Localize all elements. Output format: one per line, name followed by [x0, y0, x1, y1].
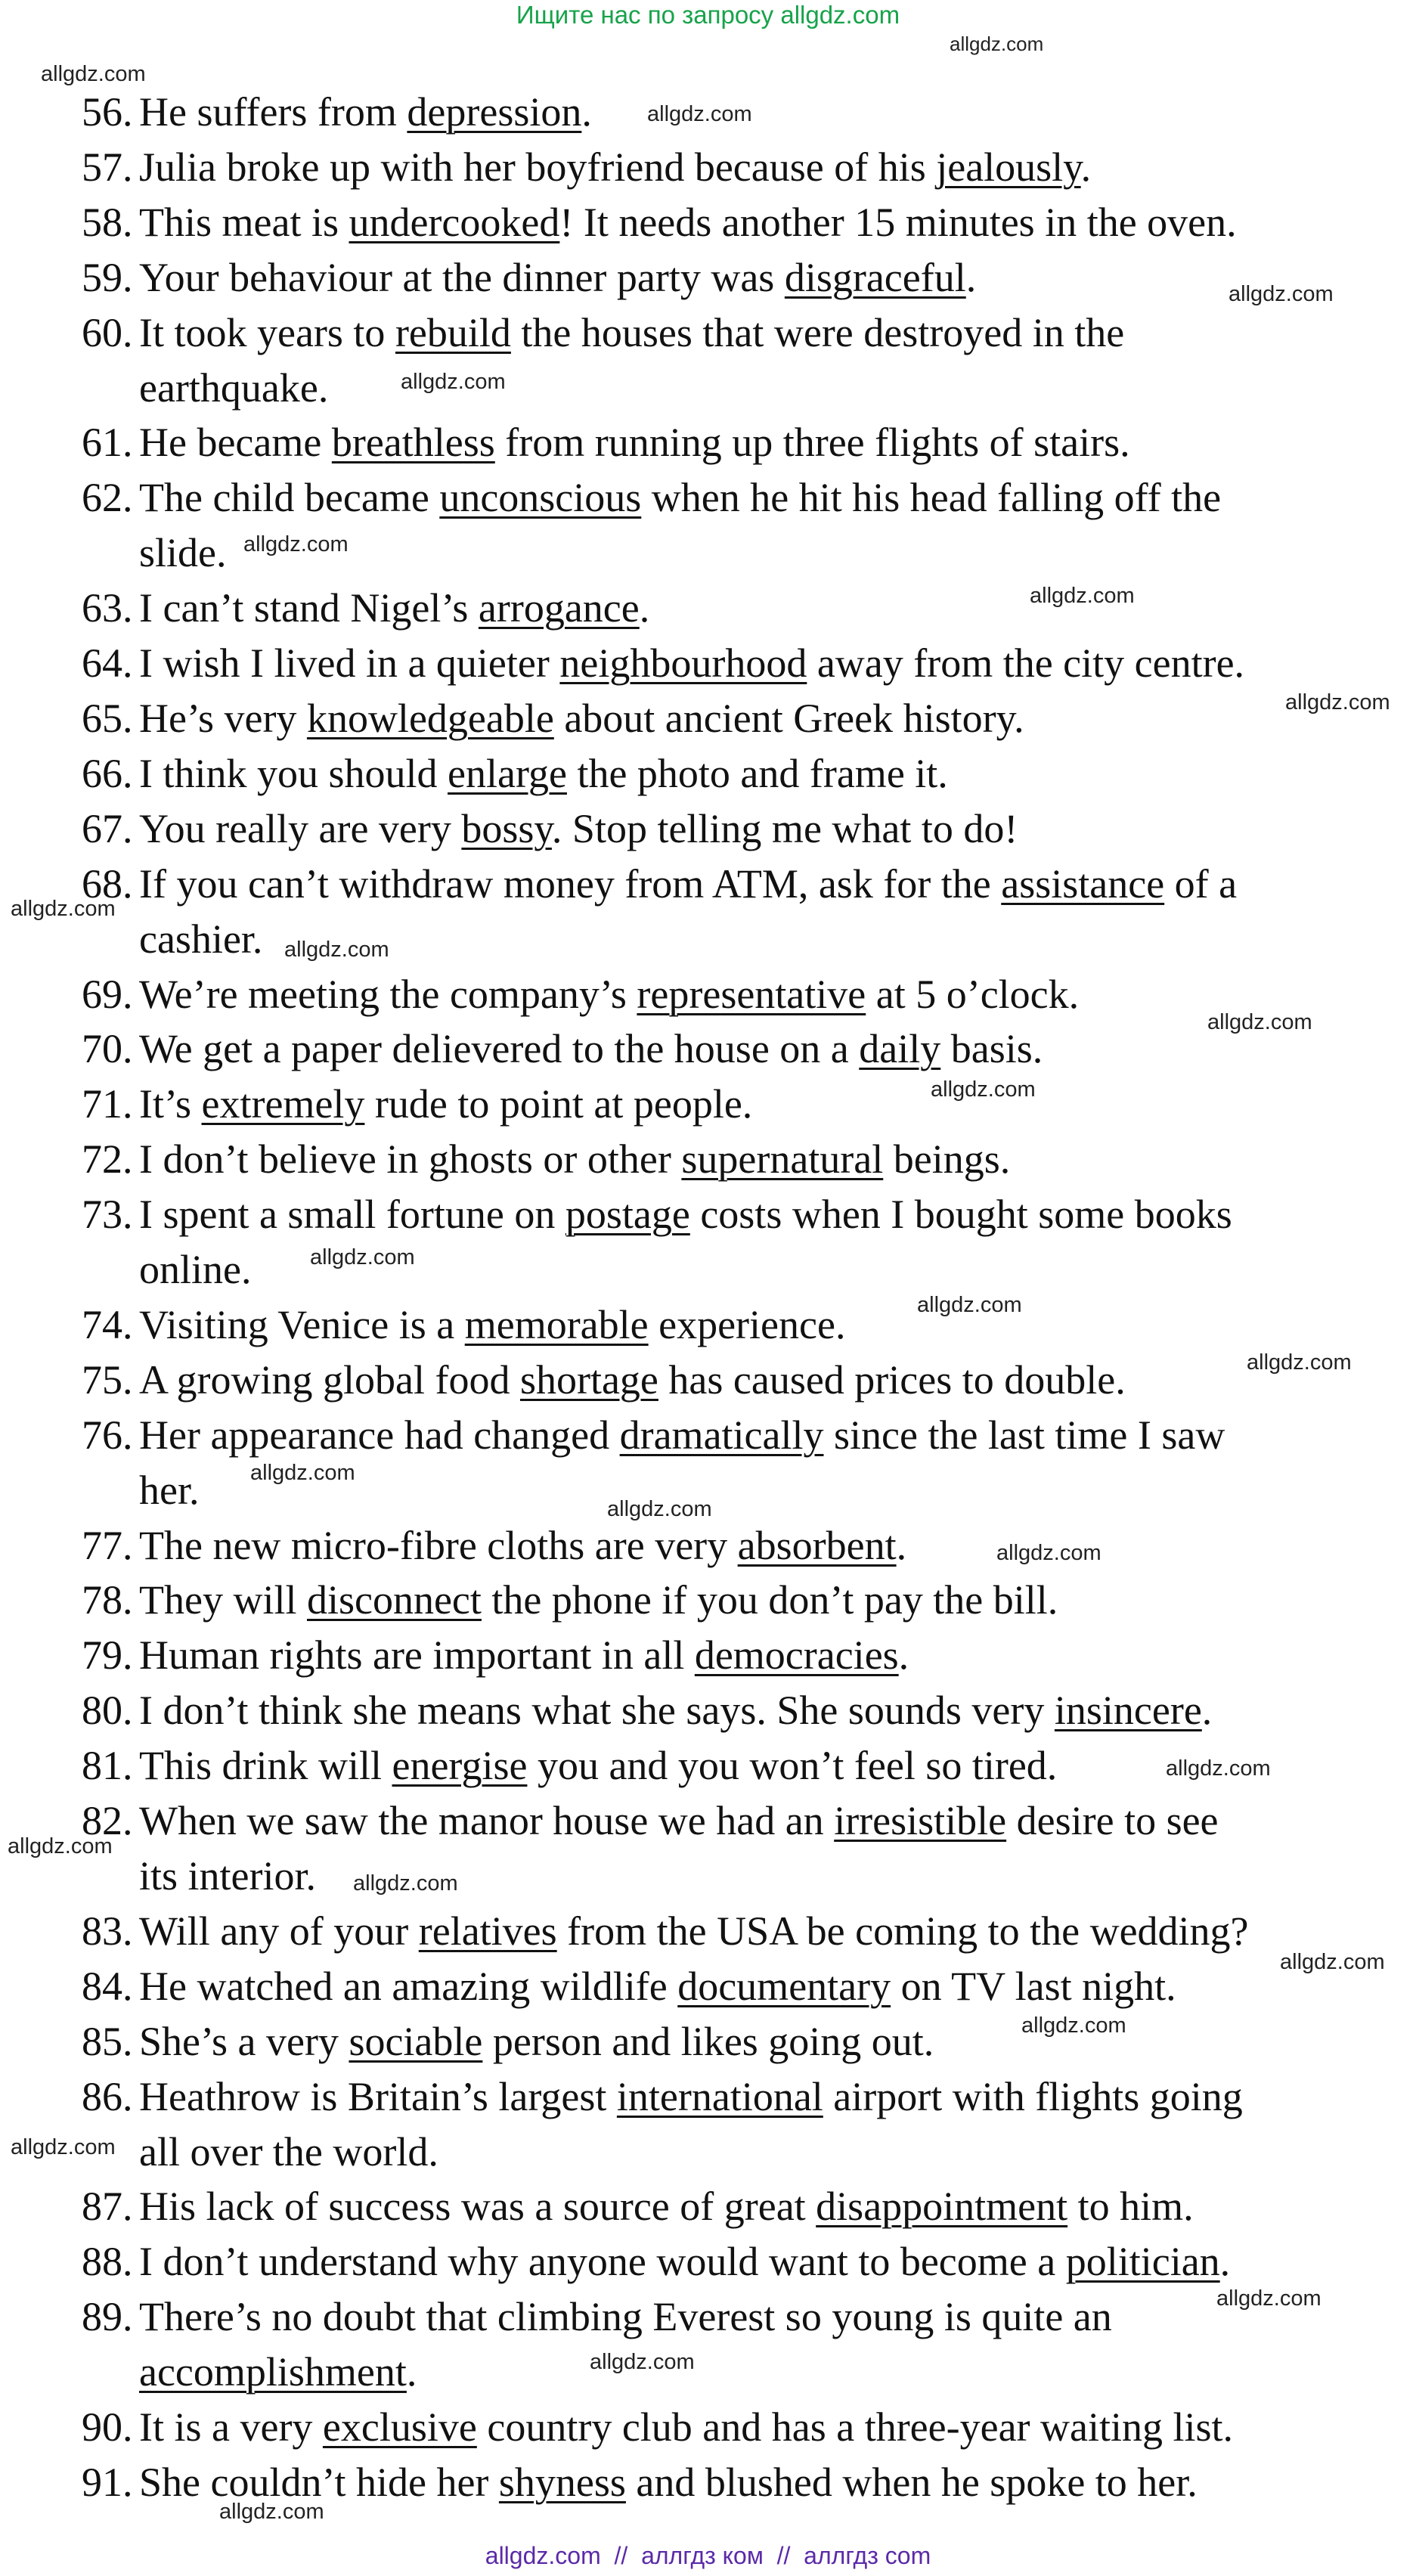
- sentence-text: I wish I lived in a quieter: [139, 640, 560, 687]
- target-word: daily: [859, 1026, 941, 1072]
- watermark: allgdz.com: [353, 1871, 458, 1896]
- sentence-item: [0, 1738, 1364, 1793]
- sentence-text: rude to point at people.: [364, 1081, 753, 1127]
- sentence-text: I can’t stand Nigel’s: [139, 585, 479, 631]
- sentence-continuation: [139, 2125, 1364, 2180]
- sentence-text: away from the city centre.: [807, 640, 1245, 687]
- sentence-number: 74.: [82, 1301, 133, 1347]
- sentence-text: .: [898, 1632, 909, 1679]
- sentence-number: 70.: [82, 1026, 133, 1072]
- target-word: rebuild: [395, 309, 511, 355]
- target-word: neighbourhood: [559, 640, 807, 687]
- target-word: absorbent: [737, 1522, 897, 1568]
- sentence-item: [0, 801, 1364, 857]
- sentence-item: [0, 967, 1364, 1022]
- sentence-text: airport with flights going: [823, 2073, 1243, 2119]
- sentence-item: [0, 1297, 1364, 1353]
- sentence-text: When we saw the manor house we had an: [139, 1798, 835, 1844]
- sentence-text: at 5 o’clock.: [866, 971, 1080, 1017]
- sentence-item: [0, 140, 1364, 195]
- sentence-text: earthquake.: [139, 364, 329, 411]
- footer-separator: //: [763, 2542, 804, 2569]
- sentence-item: [0, 1683, 1364, 1738]
- sentence-number: 89.: [82, 2294, 133, 2340]
- sentence-number: 63.: [82, 585, 133, 631]
- sentence-text: on TV last night.: [891, 1963, 1176, 2009]
- sentence-text: Visiting Venice is a: [139, 1301, 465, 1347]
- target-word: breathless: [331, 420, 495, 466]
- sentence-item: [0, 1077, 1364, 1132]
- sentence-text: We’re meeting the company’s: [139, 971, 637, 1017]
- sentence-number: 84.: [82, 1963, 133, 2009]
- footer-links: [0, 2540, 1416, 2571]
- target-word: undercooked: [349, 199, 560, 245]
- sentence-text: She’s a very: [139, 2018, 349, 2064]
- sentence-text: about ancient Greek history.: [553, 695, 1024, 741]
- sentence-item: [0, 691, 1364, 746]
- sentence-text: I don’t understand why anyone would want to become a: [139, 2239, 1066, 2285]
- target-word: depression: [407, 89, 582, 135]
- sentence-text: ! It needs another 15 minutes in the oven.: [559, 199, 1237, 245]
- target-word: bossy: [461, 805, 552, 851]
- sentence-number: 66.: [82, 750, 133, 796]
- watermark: allgdz.com: [243, 532, 349, 556]
- target-word: politician: [1065, 2239, 1220, 2285]
- watermark: allgdz.com: [917, 1293, 1022, 1317]
- sentence-number: 62.: [82, 475, 133, 521]
- sentence-text: experience.: [648, 1301, 846, 1347]
- sentence-text: A growing global food: [139, 1356, 520, 1403]
- sentence-number: 73.: [82, 1192, 133, 1238]
- sentence-text: This drink will: [139, 1743, 392, 1789]
- sentence-number: 71.: [82, 1081, 133, 1127]
- sentence-number: 86.: [82, 2073, 133, 2119]
- target-word: relatives: [418, 1908, 557, 1954]
- sentence-text: costs when I bought some books: [689, 1192, 1232, 1238]
- target-word: enlarge: [448, 750, 567, 796]
- sentence-item: [0, 2400, 1364, 2455]
- sentence-text: from the USA be coming to the wedding?: [556, 1908, 1249, 1954]
- sentence-text: online.: [139, 1247, 252, 1293]
- sentence-number: 81.: [82, 1743, 133, 1789]
- sentence-number: 59.: [82, 254, 133, 300]
- sentence-text: .: [1219, 2239, 1231, 2285]
- sentence-text: her.: [139, 1467, 200, 1513]
- sentence-text: beings.: [883, 1136, 1011, 1183]
- sentence-text: If you can’t withdraw money from ATM, ask for the: [139, 860, 1002, 907]
- sentence-text: person and likes going out.: [482, 2018, 934, 2064]
- sentence-item: [0, 2069, 1364, 2180]
- watermark: allgdz.com: [931, 1077, 1036, 1102]
- target-word: disgraceful: [784, 254, 966, 300]
- sentence-text: His lack of success was a source of great: [139, 2184, 816, 2230]
- sentence-item: [0, 1408, 1364, 1518]
- sentence-text: all over the world.: [139, 2128, 438, 2175]
- watermark: allgdz.com: [1166, 1756, 1271, 1781]
- target-word: knowledgeable: [306, 695, 554, 741]
- sentence-text: I don’t believe in ghosts or other: [139, 1136, 682, 1183]
- target-word: dramatically: [619, 1412, 824, 1458]
- sentence-text: and blushed when he spoke to her.: [625, 2459, 1198, 2505]
- target-word: exclusive: [322, 2404, 477, 2450]
- sentence-continuation: [139, 912, 1364, 967]
- watermark: allgdz.com: [1280, 1950, 1385, 1974]
- sentence-item: [0, 2014, 1364, 2069]
- target-word: extremely: [201, 1081, 365, 1127]
- sentence-text: He watched an amazing wildlife: [139, 1963, 678, 2009]
- sentence-item: [0, 636, 1364, 691]
- sentence-item: [0, 1628, 1364, 1683]
- sentence-number: 64.: [82, 640, 133, 687]
- sentence-text: He suffers from: [139, 89, 407, 135]
- target-word: sociable: [349, 2018, 483, 2064]
- sentence-number: 91.: [82, 2459, 133, 2505]
- watermark: allgdz.com: [1247, 1350, 1352, 1375]
- sentence-text: You really are very: [139, 805, 462, 851]
- sentence-text: the houses that were destroyed in the: [510, 309, 1125, 355]
- top-banner[interactable]: Ищите нас по запросу allgdz.com: [516, 1, 900, 29]
- sentence-text: It is a very: [139, 2404, 323, 2450]
- sentence-number: 77.: [82, 1522, 133, 1568]
- sentence-text: He’s very: [139, 695, 307, 741]
- watermark: allgdz.com: [1229, 282, 1334, 306]
- sentence-item: [0, 305, 1364, 416]
- sentence-item: [0, 1187, 1364, 1297]
- watermark: allgdz.com: [11, 897, 116, 921]
- target-word: disappointment: [816, 2184, 1068, 2230]
- sentence-text: Human rights are important in all: [139, 1632, 695, 1679]
- sentence-text: . Stop telling me what to do!: [551, 805, 1018, 851]
- sentence-text: She couldn’t hide her: [139, 2459, 499, 2505]
- sentence-item: [0, 2234, 1364, 2289]
- watermark: allgdz.com: [41, 62, 146, 86]
- sentence-text: There’s no doubt that climbing Everest so young is quite an: [139, 2294, 1112, 2340]
- sentence-text: This meat is: [139, 199, 349, 245]
- sentence-text: It’s: [139, 1081, 202, 1127]
- sentence-continuation: [139, 1463, 1364, 1518]
- target-word: irresistible: [834, 1798, 1007, 1844]
- sentence-text: Your behaviour at the dinner party was: [139, 254, 785, 300]
- sentence-item: [0, 2455, 1364, 2510]
- sentence-number: 67.: [82, 805, 133, 851]
- sentence-item: [0, 1353, 1364, 1408]
- target-word: shortage: [519, 1356, 658, 1403]
- sentence-number: 85.: [82, 2018, 133, 2064]
- sentence-text: .: [639, 585, 650, 631]
- sentence-number: 61.: [82, 420, 133, 466]
- sentence-text: when he hit his head falling off the: [641, 475, 1222, 521]
- sentence-text: Will any of your: [139, 1908, 419, 1954]
- target-word: insincere: [1054, 1688, 1202, 1734]
- watermark: allgdz.com: [284, 938, 389, 962]
- sentence-text: Her appearance had changed: [139, 1412, 620, 1458]
- sentence-number: 88.: [82, 2239, 133, 2285]
- sentence-number: 56.: [82, 89, 133, 135]
- target-word: energise: [392, 1743, 528, 1789]
- sentence-number: 90.: [82, 2404, 133, 2450]
- sentence-text: the photo and frame it.: [566, 750, 948, 796]
- watermark: allgdz.com: [590, 2350, 695, 2374]
- target-word: shyness: [498, 2459, 626, 2505]
- target-word: unconscious: [439, 475, 642, 521]
- sentence-number: 57.: [82, 144, 133, 190]
- sentence-item: [0, 1132, 1364, 1187]
- footer-link-allgdz[interactable]: allgdz.com: [485, 2542, 601, 2569]
- sentence-item: [0, 1793, 1364, 1904]
- sentence-item: [0, 1518, 1364, 1573]
- sentence-text: has caused prices to double.: [658, 1356, 1126, 1403]
- sentence-text: .: [1201, 1688, 1213, 1734]
- sentence-text: cashier.: [139, 916, 263, 962]
- target-word: accomplishment: [139, 2349, 407, 2395]
- sentence-item: [0, 250, 1364, 305]
- sentence-item: [0, 1021, 1364, 1077]
- sentence-continuation: [139, 2345, 1364, 2400]
- sentence-text: It took years to: [139, 309, 395, 355]
- sentence-text: We get a paper delievered to the house on a: [139, 1026, 860, 1072]
- sentence-text: .: [406, 2349, 417, 2395]
- sentence-text: .: [581, 89, 592, 135]
- sentence-number: 83.: [82, 1908, 133, 1954]
- sentence-text: country club and has a three-year waiting list.: [476, 2404, 1234, 2450]
- watermark: allgdz.com: [1030, 584, 1135, 608]
- sentence-text: .: [896, 1522, 907, 1568]
- target-word: postage: [565, 1192, 690, 1238]
- sentence-text: desire to see: [1006, 1798, 1219, 1844]
- sentence-number: 60.: [82, 309, 133, 355]
- sentence-text: its interior.: [139, 1853, 316, 1899]
- sentence-continuation: [139, 525, 1364, 581]
- sentence-number: 87.: [82, 2184, 133, 2230]
- sentence-text: you and you won’t feel so tired.: [527, 1743, 1058, 1789]
- sentence-number: 79.: [82, 1632, 133, 1679]
- target-word: international: [616, 2073, 823, 2119]
- sentence-text: The child became: [139, 475, 440, 521]
- sentence-text: Heathrow is Britain’s largest: [139, 2073, 617, 2119]
- sentence-number: 58.: [82, 199, 133, 245]
- sentence-item: [0, 415, 1364, 470]
- sentence-text: The new micro-fibre cloths are very: [139, 1522, 738, 1568]
- target-word: memorable: [464, 1301, 649, 1347]
- sentence-continuation: [139, 361, 1364, 416]
- sentence-text: I spent a small fortune on: [139, 1192, 565, 1238]
- sentence-number: 72.: [82, 1136, 133, 1183]
- exercise-list: [0, 85, 1416, 2510]
- target-word: arrogance: [478, 585, 640, 631]
- sentence-item: [0, 1959, 1364, 2014]
- footer-link-allgdz-kom[interactable]: аллгдз ком: [641, 2542, 764, 2569]
- sentence-number: 68.: [82, 860, 133, 907]
- watermark: allgdz.com: [401, 370, 506, 394]
- watermark: allgdz.com: [1216, 2286, 1321, 2311]
- watermark: allgdz.com: [11, 2135, 116, 2159]
- watermark: allgdz.com: [607, 1497, 712, 1521]
- sentence-number: 75.: [82, 1356, 133, 1403]
- sentence-item: [0, 85, 1364, 140]
- watermark: allgdz.com: [310, 1245, 415, 1269]
- sentence-text: .: [965, 254, 977, 300]
- target-word: disconnect: [306, 1577, 482, 1623]
- sentence-item: [0, 2289, 1364, 2400]
- footer-separator: //: [600, 2542, 642, 2569]
- footer-link-allgdz-com[interactable]: аллгдз com: [804, 2542, 931, 2569]
- sentence-item: [0, 470, 1364, 581]
- sentence-item: [0, 1904, 1364, 1959]
- sentence-text: basis.: [940, 1026, 1043, 1072]
- sentence-item: [0, 581, 1364, 636]
- sentence-text: slide.: [139, 530, 227, 576]
- sentence-number: 82.: [82, 1798, 133, 1844]
- sentence-text: .: [1080, 144, 1092, 190]
- watermark: allgdz.com: [647, 102, 752, 126]
- sentence-text: I think you should: [139, 750, 448, 796]
- sentence-text: to him.: [1067, 2184, 1194, 2230]
- sentence-text: Julia broke up with her boyfriend because of his: [139, 144, 937, 190]
- sentence-continuation: [139, 1849, 1364, 1904]
- watermark: allgdz.com: [1285, 690, 1390, 715]
- sentence-item: [0, 195, 1364, 250]
- target-word: representative: [637, 971, 866, 1017]
- target-word: democracies: [694, 1632, 899, 1679]
- target-word: jealously: [936, 144, 1081, 190]
- target-word: assistance: [1001, 860, 1165, 907]
- target-word: supernatural: [681, 1136, 884, 1183]
- sentence-number: 80.: [82, 1688, 133, 1734]
- sentence-text: He became: [139, 420, 332, 466]
- sentence-item: [0, 2179, 1364, 2234]
- sentence-item: [0, 857, 1364, 967]
- sentence-item: [0, 1573, 1364, 1628]
- watermark: allgdz.com: [8, 1834, 113, 1858]
- sentence-text: since the last time I saw: [823, 1412, 1225, 1458]
- sentence-number: 65.: [82, 695, 133, 741]
- watermark: allgdz.com: [950, 33, 1044, 55]
- sentence-text: I don’t think she means what she says. She sounds very: [139, 1688, 1055, 1734]
- sentence-text: the phone if you don’t pay the bill.: [481, 1577, 1058, 1623]
- sentence-number: 69.: [82, 971, 133, 1017]
- watermark: allgdz.com: [996, 1541, 1102, 1565]
- sentence-number: 78.: [82, 1577, 133, 1623]
- target-word: documentary: [677, 1963, 891, 2009]
- watermark: allgdz.com: [219, 2500, 324, 2524]
- watermark: allgdz.com: [1021, 2013, 1126, 2038]
- sentence-number: 76.: [82, 1412, 133, 1458]
- sentence-continuation: [139, 1242, 1364, 1297]
- watermark: allgdz.com: [250, 1461, 355, 1485]
- sentence-item: [0, 746, 1364, 801]
- sentence-text: of a: [1164, 860, 1238, 907]
- sentence-text: They will: [139, 1577, 307, 1623]
- watermark: allgdz.com: [1207, 1010, 1312, 1034]
- sentence-text: from running up three flights of stairs.: [494, 420, 1130, 466]
